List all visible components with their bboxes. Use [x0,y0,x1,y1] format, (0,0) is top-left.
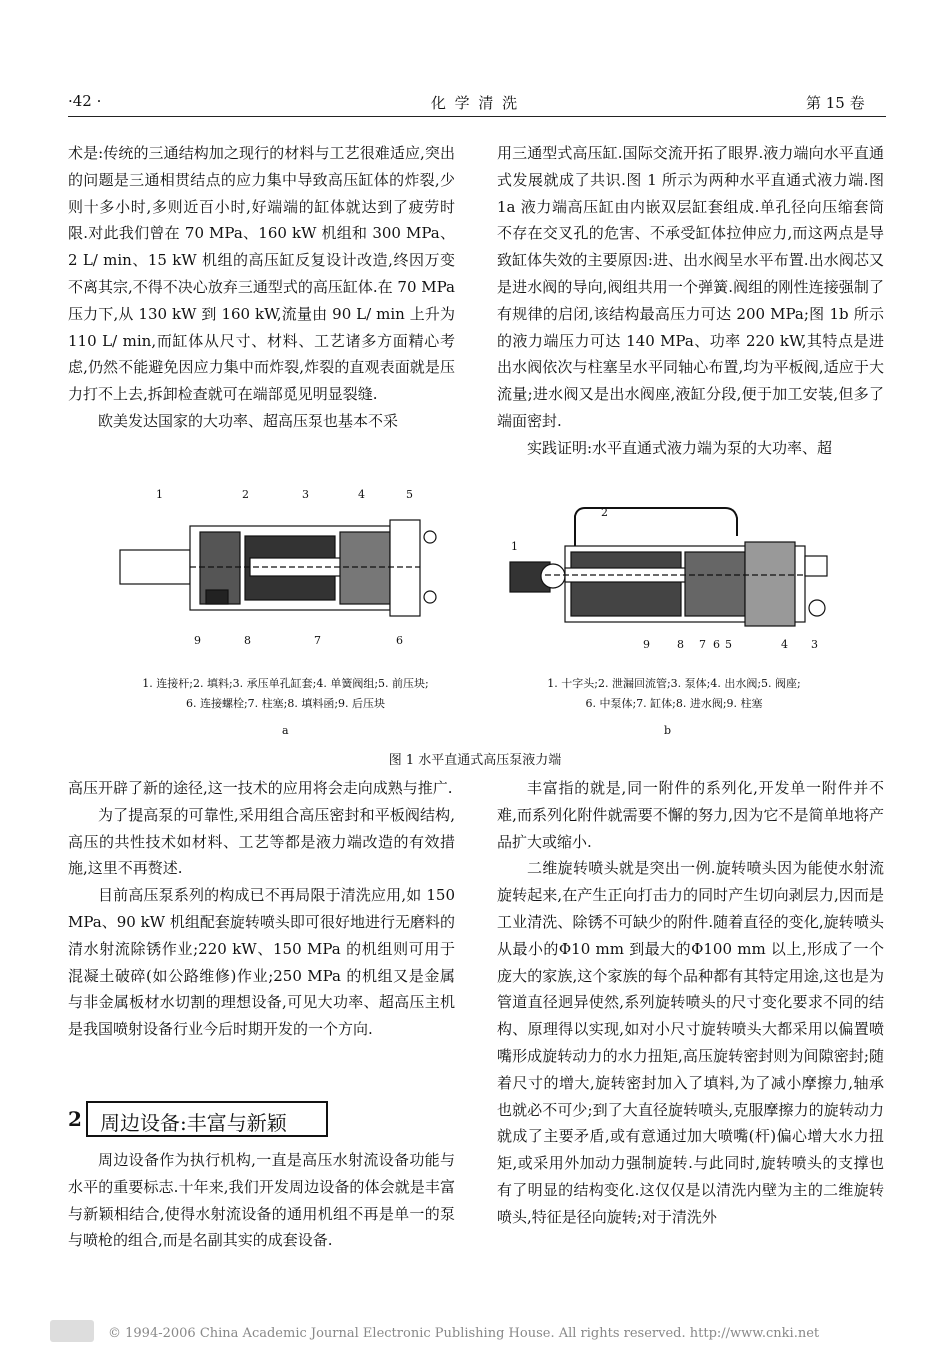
pump-cross-section-a [110,492,450,652]
callout-number: 6 [396,634,403,647]
section-title: 周边设备:丰富与新颖 [86,1101,328,1137]
callout-number: 7 [699,638,706,651]
paragraph: 术是:传统的三通结构加之现行的材料与工艺很难适应,突出的问题是三通相贯结点的应力集中导致高压缸体的炸裂,少则十多小时,多则近百小时,好端端的缸体就达到了疲劳时限.对此我们曾在 70 MPa、160 kW 机组和 300 MPa、2 L/ min、15 kW 机组的高压缸反复设计改造,终因万变不离其宗,不得不决心放弃三通型式的高压缸体.在 70 MPa 压力下,从 130 kW 到 160 kW,流量由 90 L/ min 上升为 110 L/ min,而缸体从尺寸、材料、工艺诸多方面精心考虑,仍然不能避免因应力集中而炸裂,炸裂的直观表面就是压力打不上去,拆卸检查就可在端部觅见明显裂缝. [68,144,455,404]
left-column-section-body [68,1147,455,1254]
legend-line: 1. 连接杆;2. 填料;3. 承压单孔缸套;4. 单簧阀组;5. 前压块; [142,677,429,690]
paragraph: 为了提高泵的可靠性,采用组合高压密封和平板阀结构,高压的共性技术如材料、工艺等都是液力端改造的有效措施,这里不再赘述. [68,805,455,878]
section-number: 2 [68,1107,82,1131]
callout-number: 2 [242,488,249,501]
paragraph: 周边设备作为执行机构,一直是高压水射流设备功能与水平的重要标志.十年来,我们开发周边设备的体会就是丰富与新颖相结合,使得水射流设备的通用机组不再是单一的泵与喷枪的组合,而是名副其实的成套设备. [68,1151,455,1250]
legend-line: 6. 连接螺栓;7. 柱塞;8. 填料函;9. 后压块 [185,697,386,710]
figure-1b-legend [494,674,854,714]
paragraph: 用三通型式高压缸.国际交流开拓了眼界.液力端向水平直通式发展就成了共识.图 1 所示为两种水平直通式液力端.图 1a 液力端高压缸由内嵌双层缸套组成.单孔径向压缩套筒不存在交叉孔的危害、不承受缸体拉伸应力,而这两点是导致缸体失效的主要原因:进、出水阀呈水平布置.出水阀芯又是进水阀的导向,阀组共用一个弹簧.阀组的刚性连接强制了有规律的启闭,该结构最高压力可达 200 MPa;图 1b 所示的液力端压力可达 140 MPa、功率 220 kW,其特点是进出水阀依次与柱塞呈水平同轴心布置,均为平板阀,适应于大流量;进水阀又是出水阀座,液缸分段,便于加工安装,但多了端面密封. [497,144,884,430]
paragraph: 丰富指的就是,同一附件的系列化,开发单一附件并不难,而系列化附件就需要不懈的努力,因为它不是简单地将产品扩大或缩小. [497,779,884,851]
paragraph: 目前高压泵系列的构成已不再局限于清洗应用,如 150 MPa、90 kW 机组配套旋转喷头即可很好地进行无磨料的清水射流除锈作业;220 kW、150 MPa 的机组则可用于混凝土破碎(如公路维修)作业;250 MPa 的机组又是金属与非金属板材水切割的理想设备,可见大功率、超高压主机是我国喷射设备行业今后时期开发的一个方向. [68,886,455,1039]
volume-label: 第 15 卷 [806,94,865,112]
callout-number: 9 [643,638,650,651]
figure-1b-sublabel: b [664,724,672,737]
paragraph: 欧美发达国家的大功率、超高压泵也基本不采 [98,411,399,430]
callout-number: 8 [244,634,251,647]
callout-number: 4 [781,638,788,651]
callout-number: 1 [156,488,163,501]
page-number: ·42 · [68,92,102,110]
callout-number: 6 [713,638,720,651]
callout-number: 3 [811,638,818,651]
callout-number: 2 [601,506,608,519]
callout-number: 5 [725,638,732,651]
figure-1a-legend [88,674,483,714]
figure-1b-drawing [505,496,835,656]
journal-title: 化 学 清 洗 [430,94,520,112]
callout-number: 4 [358,488,365,501]
callout-number: 9 [194,634,201,647]
callout-number: 5 [406,488,413,501]
figure-1a-drawing [110,488,450,652]
figure-caption: 图 1 水平直通式高压泵液力端 [388,753,562,768]
paragraph: 实践证明:水平直通式液力端为泵的大功率、超 [527,438,833,457]
left-column-bottom [68,775,455,1043]
callout-number: 8 [677,638,684,651]
header-rule [68,116,886,117]
figure-1a-sublabel: a [282,724,289,737]
right-column-bottom [497,775,884,1231]
callout-number: 7 [314,634,321,647]
right-column-top [497,140,884,462]
paragraph: 二维旋转喷头就是突出一例.旋转喷头因为能使水射流旋转起来,在产生正向打击力的同时产生切向剥层力,因而是工业清洗、除锈不可缺少的附件.随着直径的变化,旋转喷头从最小的Φ10 mm 到最大的Φ100 mm 以上,形成了一个庞大的家族,这个家族的每个品种都有其特定用途,这也是为管道直径迥异使然,系列旋转喷头的尺寸变化要求不同的结构、原理得以实现,如对小尺寸旋转喷头大都采用以偏置喷嘴形成旋转动力的水力扭矩,高压旋转密封则为间隙密封;随着尺寸的增大,旋转密封加入了填料,为了减小摩擦力,轴承也就必不可少;到了大直径旋转喷头,克服摩擦力的旋转动力就成了主要矛盾,或有意通过加大喷嘴(杆)偏心增大水力扭矩,或采用外加动力强制旋转.与此同时,旋转喷头的支撑也有了明显的结构变化.这仅仅是以清洗内壁为主的二维旋转喷头,特征是径向旋转;对于清洗外 [497,859,884,1226]
copyright-footer: © 1994-2006 China Academic Journal Electronic Publishing House. All rights reserved. http://www.cnki.net [108,1326,820,1341]
pump-cross-section-b [505,496,835,656]
legend-line: 6. 中泵体;7. 缸体;8. 进水阀;9. 柱塞 [585,697,763,710]
cnki-logo [50,1320,94,1342]
callout-number: 3 [302,488,309,501]
legend-line: 1. 十字头;2. 泄漏回流管;3. 泵体;4. 出水阀;5. 阀座; [547,677,801,690]
left-column-top [68,140,455,435]
paragraph: 高压开辟了新的途径,这一技术的应用将会走向成熟与推广. [68,779,453,797]
callout-number: 1 [511,540,518,553]
